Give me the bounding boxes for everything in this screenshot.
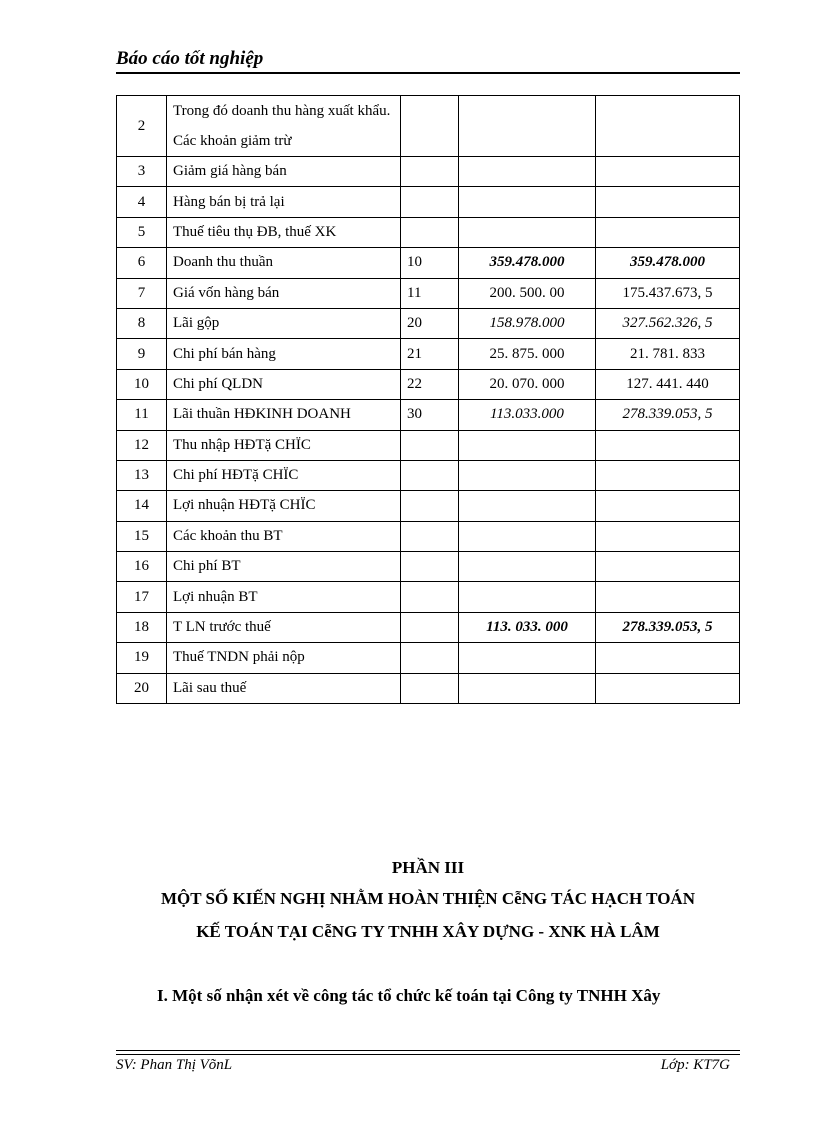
item-name-cell: Lãi gộp <box>167 308 401 338</box>
section-title-line-1: MỘT SỐ KIẾN NGHỊ NHẰM HOÀN THIỆN CễNG TÁC HẠCH TOÁN <box>161 889 695 908</box>
code-cell <box>401 460 459 490</box>
code-cell <box>401 157 459 187</box>
section-title-line-2: KẾ TOÁN TẠI CễNG TY TNHH XÂY DỰNG - XNK HÀ LÂM <box>196 922 660 941</box>
table-row <box>117 521 740 551</box>
row-number-cell: 7 <box>117 278 167 308</box>
header-rule <box>116 72 740 74</box>
row-number-cell: 16 <box>117 552 167 582</box>
item-name-cell: Chi phí BT <box>167 552 401 582</box>
value-col1-cell <box>459 96 596 157</box>
code-cell: 30 <box>401 400 459 430</box>
item-name-cell: Thuế TNDN phải nộp <box>167 643 401 673</box>
row-number-cell: 5 <box>117 217 167 247</box>
code-cell: 20 <box>401 308 459 338</box>
row-number-cell: 2 <box>117 96 167 157</box>
table-row <box>117 278 740 308</box>
code-cell <box>401 643 459 673</box>
table-row <box>117 491 740 521</box>
row-number-cell: 9 <box>117 339 167 369</box>
row-number-cell: 6 <box>117 248 167 278</box>
item-name-cell: Lãi sau thuế <box>167 673 401 703</box>
value-col2-cell <box>596 582 740 612</box>
table-row <box>117 460 740 490</box>
value-col2-cell <box>596 460 740 490</box>
item-name-cell: Chi phí HĐTặ CHÏC <box>167 460 401 490</box>
subsection-heading: I. Một số nhận xét về công tác tổ chức kế toán tại Công ty TNHH Xây <box>157 986 661 1005</box>
item-name-cell: Các khoản thu BT <box>167 521 401 551</box>
value-col2-cell <box>596 187 740 217</box>
footer-student-name: SV: Phan Thị VõnL <box>116 1057 233 1073</box>
row-number-cell: 20 <box>117 673 167 703</box>
row-number-cell: 3 <box>117 157 167 187</box>
value-col2-cell <box>596 96 740 157</box>
value-col1-cell <box>459 491 596 521</box>
value-col1-cell <box>459 157 596 187</box>
code-cell <box>401 217 459 247</box>
value-col2-cell <box>596 643 740 673</box>
code-cell <box>401 491 459 521</box>
code-cell: 21 <box>401 339 459 369</box>
value-col1-cell <box>459 217 596 247</box>
table-row <box>117 430 740 460</box>
code-cell <box>401 612 459 642</box>
item-name-cell: Thuế tiêu thụ ĐB, thuế XK <box>167 217 401 247</box>
value-col1-cell <box>459 460 596 490</box>
value-col2-cell <box>596 217 740 247</box>
row-number-cell: 15 <box>117 521 167 551</box>
value-col1-cell <box>459 521 596 551</box>
part-heading: PHẦN III <box>391 858 465 877</box>
item-name-cell: T LN trước thuế <box>167 612 401 642</box>
value-col1-cell <box>459 552 596 582</box>
value-col2-cell: 327.562.326, 5 <box>596 308 740 338</box>
value-col1-cell <box>459 643 596 673</box>
value-col2-cell: 175.437.673, 5 <box>596 278 740 308</box>
table-row <box>117 643 740 673</box>
value-col1-cell: 158.978.000 <box>459 308 596 338</box>
code-cell: 22 <box>401 369 459 399</box>
value-col2-cell <box>596 491 740 521</box>
table-row <box>117 157 740 187</box>
item-name-cell: Hàng bán bị trả lại <box>167 187 401 217</box>
code-cell <box>401 187 459 217</box>
table-row <box>117 400 740 430</box>
footer-rule-bottom <box>116 1054 740 1055</box>
item-name-cell: Lợi nhuận BT <box>167 582 401 612</box>
income-statement-table <box>116 95 740 704</box>
table-row <box>117 308 740 338</box>
value-col1-cell: 113. 033. 000 <box>459 612 596 642</box>
table-row <box>117 248 740 278</box>
value-col2-cell <box>596 157 740 187</box>
footer-class: Lớp: KT7G <box>660 1057 730 1073</box>
value-col2-cell: 359.478.000 <box>596 248 740 278</box>
value-col1-cell: 200. 500. 00 <box>459 278 596 308</box>
item-name-cell: Giảm giá hàng bán <box>167 157 401 187</box>
value-col1-cell <box>459 582 596 612</box>
row-number-cell: 17 <box>117 582 167 612</box>
table-row <box>117 582 740 612</box>
value-col2-cell: 21. 781. 833 <box>596 339 740 369</box>
value-col1-cell <box>459 187 596 217</box>
row-number-cell: 13 <box>117 460 167 490</box>
row-number-cell: 11 <box>117 400 167 430</box>
table-row <box>117 187 740 217</box>
value-col1-cell: 20. 070. 000 <box>459 369 596 399</box>
value-col1-cell <box>459 430 596 460</box>
footer-rule-top <box>116 1050 740 1051</box>
row-number-cell: 10 <box>117 369 167 399</box>
code-cell <box>401 521 459 551</box>
value-col1-cell: 113.033.000 <box>459 400 596 430</box>
item-name-cell: Thu nhập HĐTặ CHÏC <box>167 430 401 460</box>
row-number-cell: 18 <box>117 612 167 642</box>
code-cell <box>401 552 459 582</box>
item-name-cell: Giá vốn hàng bán <box>167 278 401 308</box>
table-row <box>117 552 740 582</box>
table-row <box>117 673 740 703</box>
item-name-cell: Lãi thuần HĐKINH DOANH <box>167 400 401 430</box>
value-col1-cell: 359.478.000 <box>459 248 596 278</box>
table-row <box>117 339 740 369</box>
document-header-title: Báo cáo tốt nghiệp <box>116 48 264 69</box>
code-cell: 11 <box>401 278 459 308</box>
item-name-cell: Doanh thu thuần <box>167 248 401 278</box>
value-col2-cell: 278.339.053, 5 <box>596 612 740 642</box>
item-name-cell: Trong đó doanh thu hàng xuất khẩu. Các khoản giảm trừ <box>167 96 401 157</box>
value-col2-cell <box>596 521 740 551</box>
item-name-cell: Chi phí bán hàng <box>167 339 401 369</box>
row-number-cell: 12 <box>117 430 167 460</box>
code-cell <box>401 430 459 460</box>
row-number-cell: 19 <box>117 643 167 673</box>
code-cell <box>401 96 459 157</box>
value-col2-cell: 127. 441. 440 <box>596 369 740 399</box>
value-col2-cell <box>596 673 740 703</box>
value-col2-cell <box>596 430 740 460</box>
item-name-cell: Chi phí QLDN <box>167 369 401 399</box>
table-row <box>117 612 740 642</box>
row-number-cell: 8 <box>117 308 167 338</box>
value-col2-cell <box>596 552 740 582</box>
code-cell <box>401 673 459 703</box>
row-number-cell: 4 <box>117 187 167 217</box>
table-row <box>117 369 740 399</box>
row-number-cell: 14 <box>117 491 167 521</box>
table-row <box>117 217 740 247</box>
table-row <box>117 96 740 157</box>
value-col1-cell: 25. 875. 000 <box>459 339 596 369</box>
code-cell: 10 <box>401 248 459 278</box>
value-col1-cell <box>459 673 596 703</box>
code-cell <box>401 582 459 612</box>
value-col2-cell: 278.339.053, 5 <box>596 400 740 430</box>
item-name-cell: Lợi nhuận HĐTặ CHÏC <box>167 491 401 521</box>
